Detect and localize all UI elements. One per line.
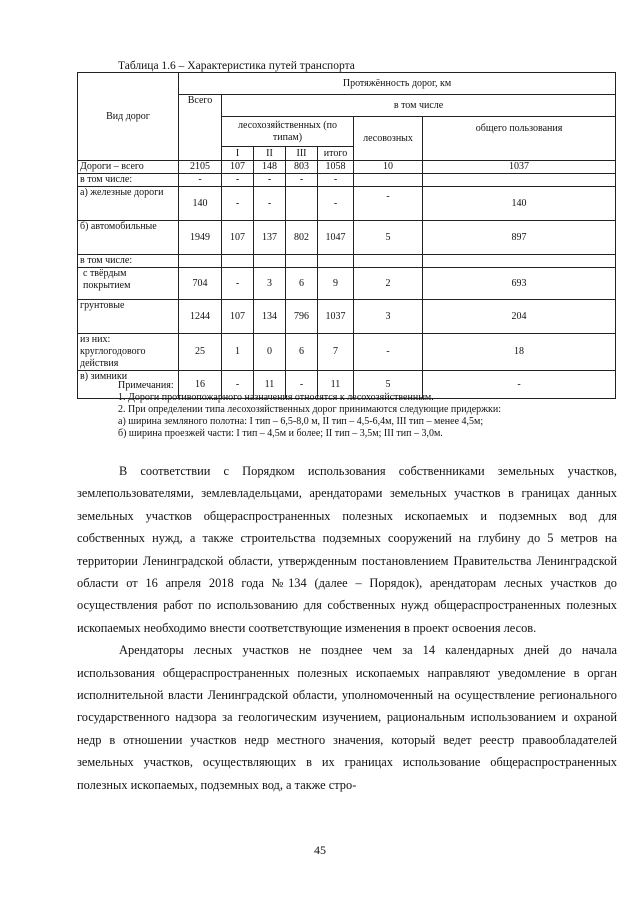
cell-subtotal: -	[318, 174, 354, 187]
cell-public	[423, 174, 616, 187]
note-item: б) ширина проезжей части: I тип – 4,5м и более; II тип – 3,5м; III тип – 3,0м.	[118, 428, 443, 439]
cell-type-1: 107	[222, 161, 254, 174]
cell-timber: 3	[354, 300, 423, 334]
cell-total: -	[179, 174, 222, 187]
cell-type-2: -	[254, 174, 286, 187]
cell-type-2: 137	[254, 221, 286, 255]
table-row	[78, 300, 616, 334]
header-public: общего пользования	[423, 117, 616, 161]
row-name: из них: круглогодового действия	[78, 334, 179, 371]
cell-type-1: -	[222, 174, 254, 187]
cell-timber: 5	[354, 221, 423, 255]
cell-timber: 10	[354, 161, 423, 174]
header-total: Всего	[179, 95, 222, 161]
cell-type-2: 0	[254, 334, 286, 371]
cell-type-1: -	[222, 371, 254, 399]
header-length: Протяжённость дорог, км	[179, 73, 616, 95]
header-road-type: Вид дорог	[78, 73, 179, 161]
row-name: а) железные дороги	[78, 187, 179, 221]
cell-timber: 5	[354, 371, 423, 399]
cell-type-2: 3	[254, 268, 286, 300]
cell-public: 18	[423, 334, 616, 371]
cell-total: 140	[179, 187, 222, 221]
cell-type-2: 11	[254, 371, 286, 399]
table-row	[78, 221, 616, 255]
table-row	[78, 161, 616, 174]
note-item: а) ширина земляного полотна: I тип – 6,5-8,0 м, II тип – 4,5-6,4м, III тип – менее 4,5м;	[118, 416, 484, 427]
cell-type-1: 107	[222, 221, 254, 255]
cell-public: 204	[423, 300, 616, 334]
header-timber: лесовозных	[354, 117, 423, 161]
cell-public: 693	[423, 268, 616, 300]
cell-subtotal: 9	[318, 268, 354, 300]
cell-total: 1949	[179, 221, 222, 255]
cell-subtotal: 11	[318, 371, 354, 399]
cell-timber	[354, 255, 423, 268]
cell-subtotal: 1037	[318, 300, 354, 334]
cell-type-3: 796	[286, 300, 318, 334]
cell-public: 140	[423, 187, 616, 221]
cell-type-1: 107	[222, 300, 254, 334]
cell-type-3: -	[286, 371, 318, 399]
roads-table	[77, 72, 616, 399]
cell-total: 25	[179, 334, 222, 371]
paragraph: В соответствии с Порядком использования собственниками земельных участков, землепользователями, землевладельцами, арендаторами земельных участков в границах данных земельных участков общераспространенных полезных ископаемых и подземных вод для собственных нужд, а также строительства подземных сооружений на глубину до 5 метров на территории Ленинградской области, утвержденным постановлением Правительства Ленинградской области от 16 апреля 2018 года №134 (далее – Порядок), арендаторам лесных участков до осуществления работ по использованию для собственных нужд общераспространенных полезных ископаемых необходимо внести соответствующие изменения в проект освоения лесов.	[77, 464, 617, 635]
cell-type-3: 6	[286, 268, 318, 300]
header-subtotal: итого	[318, 147, 354, 161]
cell-timber: 2	[354, 268, 423, 300]
cell-type-1: -	[222, 268, 254, 300]
cell-public: 1037	[423, 161, 616, 174]
cell-timber	[354, 174, 423, 187]
table-row	[78, 255, 616, 268]
cell-type-1	[222, 255, 254, 268]
cell-public: -	[423, 371, 616, 399]
note-item: 2. При определении типа лесохозяйственных дорог принимаются следующие придержки:	[118, 404, 502, 415]
cell-type-3: -	[286, 174, 318, 187]
cell-type-3: 803	[286, 161, 318, 174]
row-name: в том числе:	[78, 174, 179, 187]
cell-timber: -	[354, 334, 423, 371]
cell-subtotal: -	[318, 187, 354, 221]
row-name: б) автомобильные	[78, 221, 179, 255]
header-type-1: I	[222, 147, 254, 161]
cell-total: 16	[179, 371, 222, 399]
cell-type-3: 6	[286, 334, 318, 371]
cell-subtotal: 1047	[318, 221, 354, 255]
cell-public	[423, 255, 616, 268]
header-type-3: III	[286, 147, 318, 161]
row-name: в том числе:	[78, 255, 179, 268]
cell-type-1: -	[222, 187, 254, 221]
cell-type-3	[286, 187, 318, 221]
table-row	[78, 268, 616, 300]
table-row	[78, 187, 616, 221]
header-including: в том числе	[222, 95, 616, 117]
cell-subtotal: 7	[318, 334, 354, 371]
table-row	[78, 174, 616, 187]
row-name: Дороги – всего	[78, 161, 179, 174]
cell-type-2: 148	[254, 161, 286, 174]
cell-type-2: -	[254, 187, 286, 221]
cell-public: 897	[423, 221, 616, 255]
header-forestry: лесохозяйственных (по типам)	[222, 117, 354, 147]
cell-total: 704	[179, 268, 222, 300]
table-notes	[118, 380, 501, 440]
cell-type-2: 134	[254, 300, 286, 334]
cell-total: 1244	[179, 300, 222, 334]
row-name: грунтовые	[78, 300, 179, 334]
header-type-2: II	[254, 147, 286, 161]
cell-subtotal	[318, 255, 354, 268]
notes-title: Примечания:	[118, 380, 174, 391]
cell-timber: -	[354, 187, 423, 221]
cell-type-3	[286, 255, 318, 268]
cell-total: 2105	[179, 161, 222, 174]
row-name: с твёрдым покрытием	[78, 268, 179, 300]
cell-type-1: 1	[222, 334, 254, 371]
cell-type-2	[254, 255, 286, 268]
row-name: в) зимники	[78, 371, 179, 399]
cell-total	[179, 255, 222, 268]
note-item: 1. Дороги противопожарного назначения относятся к лесохозяйственным.	[118, 392, 434, 403]
table-caption: Таблица 1.6 – Характеристика путей транспорта	[118, 60, 355, 72]
paragraph: Арендаторы лесных участков не позднее чем за 14 календарных дней до начала использования общераспространенных полезных ископаемых направляют уведомление в орган исполнительной власти Ленинградской области, уполномоченный на осуществление регионального государственного надзора за геологическим изучением, рациональным использованием и охраной недр в отношении участков недр местного значения, который ведет реестр правообладателей земельных участков, осуществляющих в их границах использование общераспространенных полезных ископаемых, подземных вод, а также стро-	[77, 643, 617, 792]
page-number: 45	[314, 843, 326, 857]
table-row	[78, 334, 616, 371]
cell-type-3: 802	[286, 221, 318, 255]
body-text	[77, 460, 617, 796]
cell-subtotal: 1058	[318, 161, 354, 174]
